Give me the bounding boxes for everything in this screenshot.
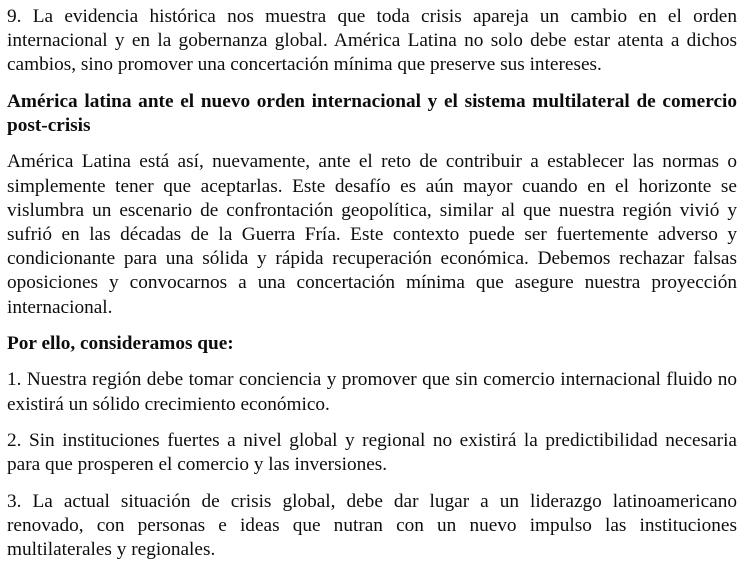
lead-in-heading: Por ello, consideramos que: bbox=[7, 333, 234, 354]
section-heading: América latina ante el nuevo orden internacional y el sistema multilateral de comercio post-crisis bbox=[7, 90, 737, 136]
paragraph-9: 9. La evidencia histórica nos muestra que toda crisis apareja un cambio en el orden internacional y en la gobernanza global. América Latina no solo debe estar atenta a dichos cambios, sino promover una concertación mínima que preserve sus intereses. bbox=[7, 6, 737, 76]
list-item-1: 1. Nuestra región debe tomar conciencia y promover que sin comercio internacional fluido no existirá un sólido crecimiento económico. bbox=[7, 369, 737, 415]
body-paragraph: América Latina está así, nuevamente, ante el reto de contribuir a establecer las normas o simplemente tener que aceptarlas. Este desafío es aún mayor cuando en el horizonte se vislumbra un escenario de confrontación geopolítica, similar al que nuestra región vivió y sufrió en las décadas de la Guerra Fría. Este contexto puede ser fuertemente adverso y condicionante para una sólida y rápida recuperación económica. Debemos rechazar falsas oposiciones y convocarnos a una concertación mínima que asegure nuestra proyección internacional. bbox=[7, 151, 737, 318]
list-item-2: 2. Sin instituciones fuertes a nivel global y regional no existirá la predictibilidad necesaria para que prosperen el comercio y las inversiones. bbox=[7, 429, 737, 476]
list-item-3: 3. La actual situación de crisis global, debe dar lugar a un liderazgo latinoamericano renovado, con personas e ideas que nutran con un nuevo impulso las instituciones multilaterales y regionales. bbox=[7, 490, 737, 560]
document-page bbox=[7, 5, 737, 562]
